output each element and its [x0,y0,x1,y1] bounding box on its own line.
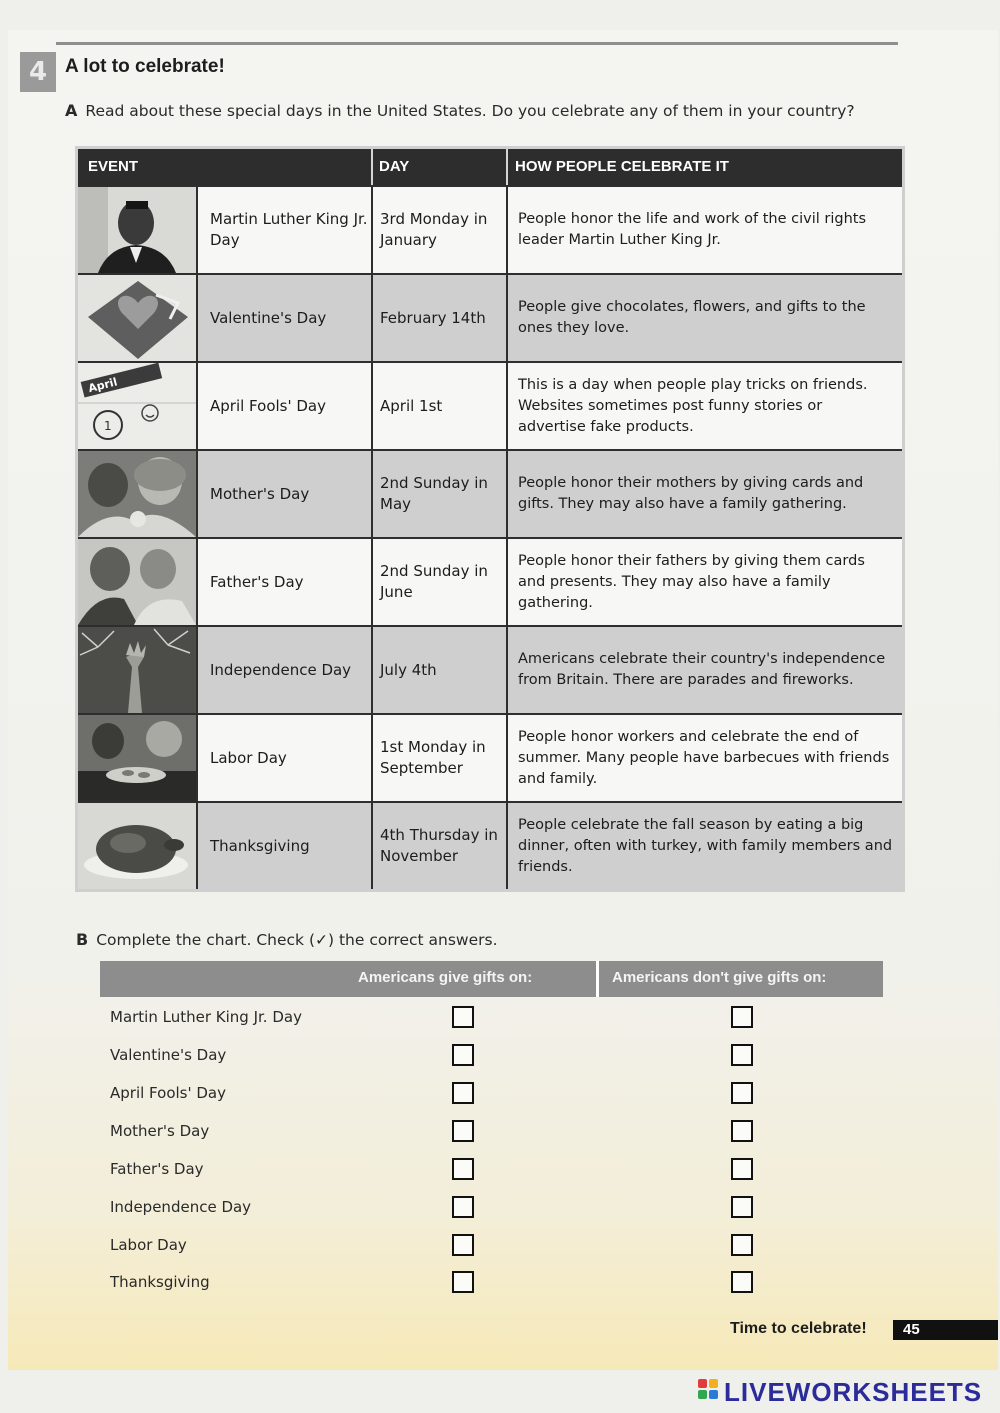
table-row [78,713,902,801]
event-description: People honor their fathers by giving them cards and presents. They may also have a family gathering. [518,552,865,611]
liveworksheets-watermark [698,1376,982,1408]
gives-gifts-checkbox[interactable] [452,1196,474,1218]
event-day: 3rd Monday in January [380,210,488,249]
holiday-label: Independence Day [110,1198,252,1216]
header-divider [506,149,508,185]
turkey-photo [78,803,198,889]
part-b-instruction [76,930,498,949]
gives-gifts-checkbox[interactable] [452,1271,474,1293]
column-divider [506,539,508,625]
column-divider [371,363,373,449]
header-day: DAY [379,158,410,175]
gives-gifts-checkbox[interactable] [452,1082,474,1104]
event-description: This is a day when people play tricks on friends. Websites sometimes post funny stories or advertise fake products. [518,376,868,435]
events-table [75,146,905,892]
column-divider [371,539,373,625]
heart-box-photo [78,275,198,361]
column-divider [371,627,373,713]
event-description: People honor their mothers by giving cards and gifts. They may also have a family gathering. [518,475,864,512]
column-divider [506,187,508,273]
event-day: 2nd Sunday in June [380,562,488,601]
barbecue-photo [78,715,198,801]
header-divider [371,149,373,185]
no-gifts-checkbox[interactable] [731,1234,753,1256]
events-table-header [78,149,902,185]
event-name: Thanksgiving [210,836,310,855]
event-description: People give chocolates, flowers, and gifts to the ones they love. [518,299,866,336]
part-b-letter: B [76,930,89,949]
header-event: EVENT [88,158,139,175]
col-no-gifts: Americans don't give gifts on: [612,969,827,986]
no-gifts-checkbox[interactable] [731,1120,753,1142]
column-divider [371,451,373,537]
chart-row [100,1000,883,1036]
table-row [78,625,902,713]
chart-row [100,1076,883,1112]
mother-child-photo [78,451,198,537]
event-day: 1st Monday in September [380,738,486,777]
no-gifts-checkbox[interactable] [731,1044,753,1066]
no-gifts-checkbox[interactable] [731,1082,753,1104]
section-title: A lot to celebrate! [65,56,225,77]
event-description: Americans celebrate their country's independence from Britain. There are parades and fireworks. [518,651,886,688]
column-divider [506,715,508,801]
table-row [78,361,902,449]
table-row [78,449,902,537]
gives-gifts-checkbox[interactable] [452,1234,474,1256]
event-description: People honor workers and celebrate the end of summer. Many people have barbecues with friends and family. [518,728,890,787]
holiday-label: Thanksgiving [110,1273,210,1291]
event-name: Independence Day [210,660,352,679]
chart-row [100,1228,883,1264]
table-row [78,185,902,273]
event-name: Mother's Day [210,484,310,503]
column-divider [371,187,373,273]
gives-gifts-checkbox[interactable] [452,1120,474,1142]
event-day: February 14th [380,308,486,327]
page-number-bar [893,1320,998,1340]
part-a-text: Read about these special days in the United States. Do you celebrate any of them in your country? [85,102,855,120]
event-day: April 1st [380,396,443,415]
event-name: Labor Day [210,748,287,767]
event-name: Valentine's Day [210,308,327,327]
liveworksheets-logo-icon [698,1379,720,1405]
calendar-day-number: 1 [104,419,112,433]
table-row [78,801,902,889]
holiday-label: Father's Day [110,1160,204,1178]
calendar-photo [78,363,198,449]
no-gifts-checkbox[interactable] [731,1271,753,1293]
calendar-month-label: April [86,375,119,396]
chart-row [100,1038,883,1074]
holiday-label: April Fools' Day [110,1084,226,1102]
column-divider [506,627,508,713]
event-day: 2nd Sunday in May [380,474,488,513]
father-son-photo [78,539,198,625]
chart-row [100,1265,883,1301]
no-gifts-checkbox[interactable] [731,1006,753,1028]
page-number: 45 [903,1321,920,1338]
col-give-gifts: Americans give gifts on: [358,969,533,986]
column-divider [371,275,373,361]
no-gifts-checkbox[interactable] [731,1196,753,1218]
no-gifts-checkbox[interactable] [731,1158,753,1180]
top-rule [56,42,898,45]
chart-row [100,1190,883,1226]
event-name: Father's Day [210,572,304,591]
chapter-title: Time to celebrate! [730,1320,867,1337]
part-a-instruction [65,101,855,120]
gives-gifts-checkbox[interactable] [452,1158,474,1180]
part-b-text: Complete the chart. Check (✓) the correct answers. [96,931,498,949]
column-divider [506,363,508,449]
event-description: People celebrate the fall season by eating a big dinner, often with turkey, with family members and friends. [518,816,893,875]
gift-chart-header [100,961,883,997]
event-name: Martin Luther King Jr. Day [210,210,368,249]
table-row [78,273,902,361]
event-description: People honor the life and work of the civil rights leader Martin Luther King Jr. [518,211,867,248]
holiday-label: Valentine's Day [110,1046,227,1064]
column-divider [506,803,508,889]
holiday-label: Labor Day [110,1236,187,1254]
column-divider [371,803,373,889]
holiday-label: Martin Luther King Jr. Day [110,1008,302,1026]
statue-fireworks-photo [78,627,198,713]
chart-row [100,1114,883,1150]
portrait-photo [78,187,198,273]
event-day: 4th Thursday in November [380,826,498,865]
holiday-label: Mother's Day [110,1122,210,1140]
gives-gifts-checkbox[interactable] [452,1006,474,1028]
column-divider [506,275,508,361]
event-day: July 4th [380,660,437,679]
event-name: April Fools' Day [210,396,326,415]
part-a-letter: A [65,101,78,120]
chart-row [100,1152,883,1188]
column-divider [371,715,373,801]
gives-gifts-checkbox[interactable] [452,1044,474,1066]
table-row [78,537,902,625]
section-number-badge: 4 [20,52,56,92]
watermark-text: LIVEWORKSHEETS [724,1376,983,1407]
header-divider [596,961,599,997]
header-how: HOW PEOPLE CELEBRATE IT [515,158,729,175]
column-divider [506,451,508,537]
